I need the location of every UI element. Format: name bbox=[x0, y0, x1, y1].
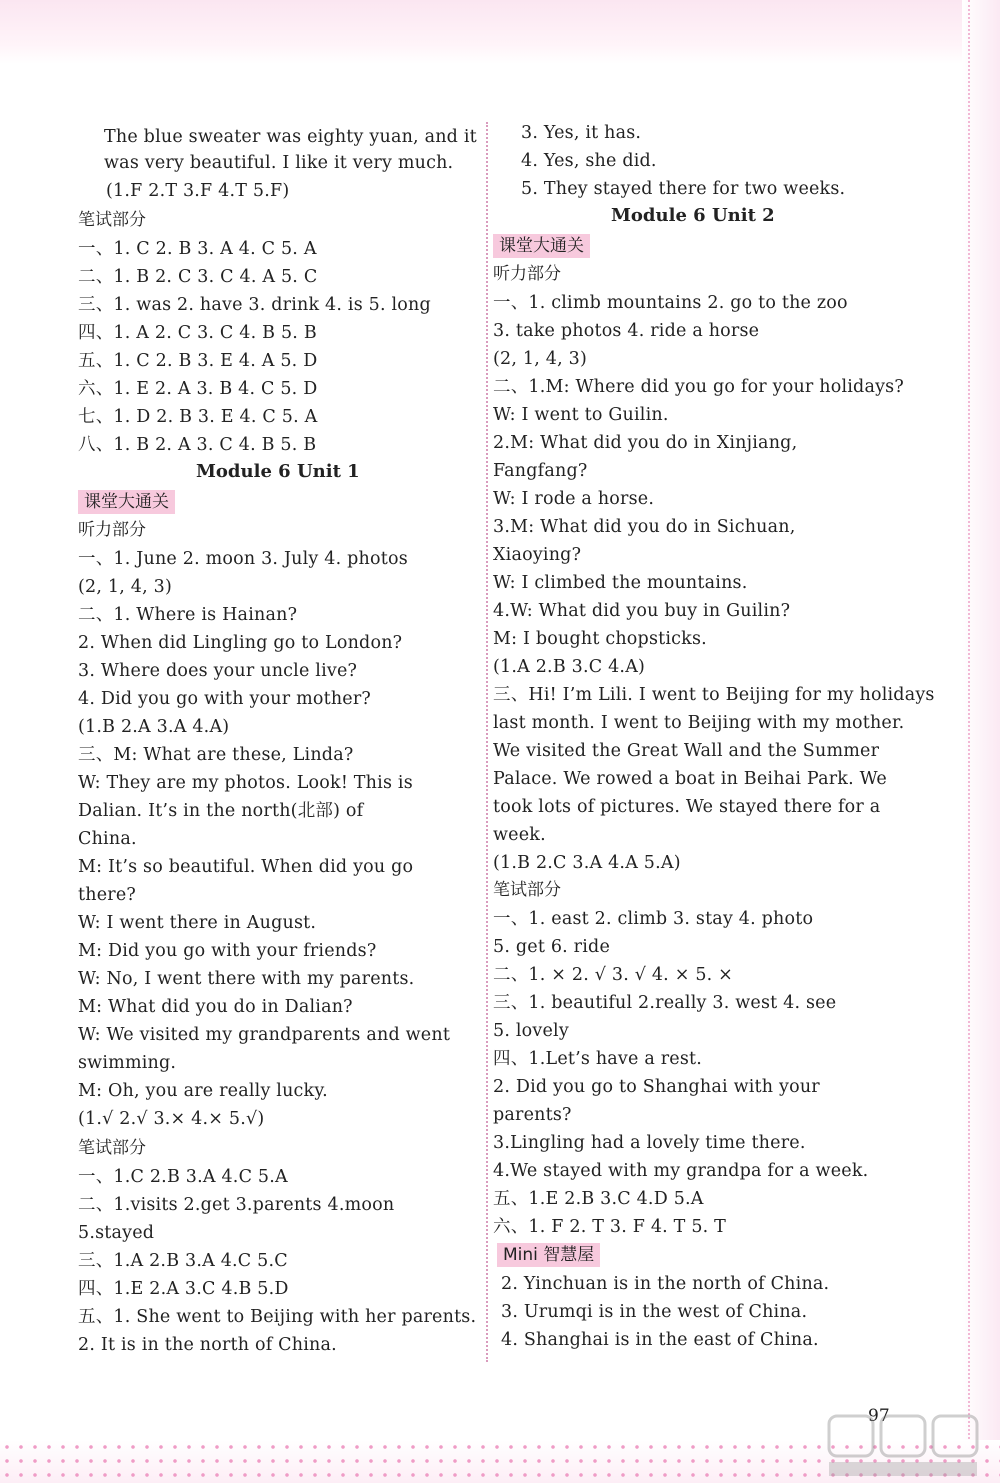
listening-line: 三、Hi! I’m Lili. I went to Beijing for my holidays bbox=[493, 685, 935, 705]
listening-line: We visited the Great Wall and the Summer bbox=[493, 741, 880, 761]
written-line: 五、1. She went to Beijing with her parents. bbox=[78, 1307, 477, 1327]
intro-line-1: The blue sweater was eighty yuan, and it bbox=[104, 127, 477, 147]
answer-row: 四、1. A 2. C 3. C 4. B 5. B bbox=[78, 323, 317, 343]
listening-line: took lots of pictures. We stayed there for a bbox=[493, 797, 881, 817]
answer-line: 3. Yes, it has. bbox=[521, 123, 642, 143]
intro-line-2: was very beautiful. I like it very much. bbox=[104, 153, 454, 173]
written-line: 三、1.A 2.B 3.A 4.C 5.C bbox=[78, 1251, 288, 1271]
section-listening: 听力部分 bbox=[78, 520, 146, 540]
section-written: 笔试部分 bbox=[493, 880, 561, 900]
answer-row: 二、1. B 2. C 3. C 4. A 5. C bbox=[78, 267, 318, 287]
listening-line: M: I bought chopsticks. bbox=[493, 629, 707, 649]
section-written: 笔试部分 bbox=[78, 1138, 146, 1158]
answer-row: 六、1. E 2. A 3. B 4. C 5. D bbox=[78, 379, 318, 399]
listening-line: 二、1. Where is Hainan? bbox=[78, 605, 298, 625]
module-title: Module 6 Unit 1 bbox=[196, 461, 360, 482]
mini-line: 3. Urumqi is in the west of China. bbox=[501, 1302, 808, 1322]
listening-line: last month. I went to Beijing with my mother. bbox=[493, 713, 905, 733]
listening-line: Palace. We rowed a boat in Beihai Park. We bbox=[493, 769, 887, 789]
listening-line: 3. Where does your uncle live? bbox=[78, 661, 358, 681]
listening-line: 3.M: What did you do in Sichuan, bbox=[493, 517, 796, 537]
listening-line: swimming. bbox=[78, 1053, 177, 1073]
listening-line: 4.W: What did you buy in Guilin? bbox=[493, 601, 791, 621]
listening-line: there? bbox=[78, 885, 136, 905]
answer-row: 五、1. C 2. B 3. E 4. A 5. D bbox=[78, 351, 318, 371]
written-line: 5. lovely bbox=[493, 1021, 569, 1041]
listening-line: M: What did you do in Dalian? bbox=[78, 997, 353, 1017]
listening-line: China. bbox=[78, 829, 137, 849]
listening-line: W: I rode a horse. bbox=[493, 489, 655, 509]
listening-line: 3. take photos 4. ride a horse bbox=[493, 321, 760, 341]
listening-line: Fangfang? bbox=[493, 461, 588, 481]
listening-line: (1.A 2.B 3.C 4.A) bbox=[493, 657, 646, 677]
section-badge: 课堂大通关 bbox=[78, 490, 175, 514]
listening-line: (1.B 2.C 3.A 4.A 5.A) bbox=[493, 853, 681, 873]
written-line: 六、1. F 2. T 3. F 4. T 5. T bbox=[493, 1217, 727, 1237]
listening-line: (1.√ 2.√ 3.× 4.× 5.√) bbox=[78, 1109, 265, 1129]
answer-line: 4. Yes, she did. bbox=[521, 151, 657, 171]
listening-line: Xiaoying? bbox=[493, 545, 582, 565]
written-line: 三、1. beautiful 2.really 3. west 4. see bbox=[493, 993, 837, 1013]
watermark-icon bbox=[825, 1410, 985, 1480]
intro-answer: (1.F 2.T 3.F 4.T 5.F) bbox=[106, 181, 290, 201]
answer-row: 七、1. D 2. B 3. E 4. C 5. A bbox=[78, 407, 318, 427]
watermark-logo bbox=[825, 1410, 985, 1480]
written-line: 二、1.visits 2.get 3.parents 4.moon bbox=[78, 1195, 395, 1215]
module-title: Module 6 Unit 2 bbox=[611, 205, 775, 226]
top-decoration bbox=[0, 0, 1000, 64]
listening-line: W: I climbed the mountains. bbox=[493, 573, 748, 593]
listening-line: M: Did you go with your friends? bbox=[78, 941, 377, 961]
written-line: 3.Lingling had a lovely time there. bbox=[493, 1133, 806, 1153]
listening-line: 二、1.M: Where did you go for your holidays? bbox=[493, 377, 904, 397]
written-line: 4.We stayed with my grandpa for a week. bbox=[493, 1161, 869, 1181]
page-number: 97 bbox=[868, 1406, 890, 1426]
answer-row: 八、1. B 2. A 3. C 4. B 5. B bbox=[78, 435, 317, 455]
section-written: 笔试部分 bbox=[78, 210, 146, 230]
written-line: 5.stayed bbox=[78, 1223, 155, 1243]
written-line: 二、1. × 2. √ 3. √ 4. × 5. × bbox=[493, 965, 734, 985]
written-line: 四、1.E 2.A 3.C 4.B 5.D bbox=[78, 1279, 289, 1299]
listening-line: Dalian. It’s in the north(北部) of bbox=[78, 801, 364, 821]
listening-line: W: No, I went there with my parents. bbox=[78, 969, 415, 989]
listening-line: (2, 1, 4, 3) bbox=[493, 349, 587, 369]
listening-line: 2. When did Lingling go to London? bbox=[78, 633, 403, 653]
answer-line: 5. They stayed there for two weeks. bbox=[521, 179, 846, 199]
listening-line: W: I went there in August. bbox=[78, 913, 317, 933]
listening-line: week. bbox=[493, 825, 546, 845]
answer-row: 三、1. was 2. have 3. drink 4. is 5. long bbox=[78, 295, 431, 315]
mini-line: 2. Yinchuan is in the north of China. bbox=[501, 1274, 830, 1294]
written-line: 五、1.E 2.B 3.C 4.D 5.A bbox=[493, 1189, 704, 1209]
written-line: 一、1.C 2.B 3.A 4.C 5.A bbox=[78, 1167, 288, 1187]
listening-line: W: I went to Guilin. bbox=[493, 405, 669, 425]
mini-line: 4. Shanghai is in the east of China. bbox=[501, 1330, 819, 1350]
section-listening: 听力部分 bbox=[493, 264, 561, 284]
listening-line: (1.B 2.A 3.A 4.A) bbox=[78, 717, 230, 737]
written-line: 2. It is in the north of China. bbox=[78, 1335, 337, 1355]
written-line: parents? bbox=[493, 1105, 572, 1125]
right-decoration bbox=[962, 0, 1000, 1483]
listening-line: W: They are my photos. Look! This is bbox=[78, 773, 413, 793]
listening-line: 4. Did you go with your mother? bbox=[78, 689, 372, 709]
listening-line: W: We visited my grandparents and went bbox=[78, 1025, 451, 1045]
column-divider bbox=[486, 122, 488, 1362]
written-line: 四、1.Let’s have a rest. bbox=[493, 1049, 703, 1069]
mini-badge: Mini 智慧屋 bbox=[497, 1243, 600, 1267]
written-line: 2. Did you go to Shanghai with your bbox=[493, 1077, 820, 1097]
written-line: 一、1. east 2. climb 3. stay 4. photo bbox=[493, 909, 814, 929]
listening-line: M: It’s so beautiful. When did you go bbox=[78, 857, 414, 877]
listening-line: 三、M: What are these, Linda? bbox=[78, 745, 354, 765]
listening-line: 2.M: What did you do in Xinjiang, bbox=[493, 433, 798, 453]
written-line: 5. get 6. ride bbox=[493, 937, 610, 957]
listening-line: (2, 1, 4, 3) bbox=[78, 577, 172, 597]
answer-row: 一、1. C 2. B 3. A 4. C 5. A bbox=[78, 239, 317, 259]
section-badge: 课堂大通关 bbox=[493, 234, 590, 258]
listening-line: 一、1. climb mountains 2. go to the zoo bbox=[493, 293, 848, 313]
listening-line: M: Oh, you are really lucky. bbox=[78, 1081, 328, 1101]
listening-line: 一、1. June 2. moon 3. July 4. photos bbox=[78, 549, 408, 569]
